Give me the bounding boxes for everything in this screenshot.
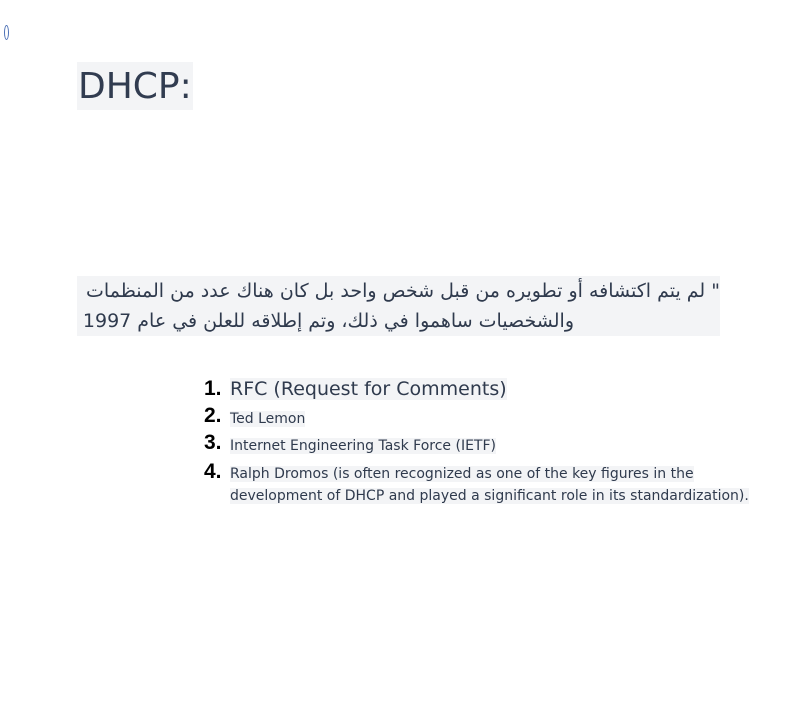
cursor-mark-icon — [4, 25, 9, 40]
list-number: 2. — [204, 404, 222, 427]
list-item-text: Internet Engineering Task Force (IETF) — [230, 438, 496, 454]
arabic-line-1 — [77, 276, 720, 306]
list-item-text: Ted Lemon — [230, 411, 306, 427]
list-item — [200, 459, 760, 507]
list-number: 1. — [204, 377, 222, 400]
arabic-line-1-text: " لم يتم اكتشافه أو تطويره من قبل شخص واحد بل كان هناك عدد من المنظمات — [86, 280, 720, 302]
arabic-line-2 — [77, 306, 720, 336]
contributors-list — [200, 375, 760, 507]
list-item-text: RFC (Request for Comments) — [230, 378, 507, 400]
list-number: 4. — [204, 460, 222, 483]
list-number: 3. — [204, 431, 222, 454]
list-item — [200, 375, 760, 405]
list-item-text: Ralph Dromos (is often recognized as one of the key figures in the development of DHCP and played a significant role in its standardization). — [230, 466, 749, 504]
arabic-paragraph — [77, 276, 720, 336]
page-title: DHCP: — [77, 62, 193, 110]
list-item — [200, 432, 760, 459]
arabic-line-2-text: والشخصيات ساهموا في ذلك، وتم إطلاقه للعلن في عام 1997 — [83, 306, 574, 336]
list-item — [200, 405, 760, 432]
